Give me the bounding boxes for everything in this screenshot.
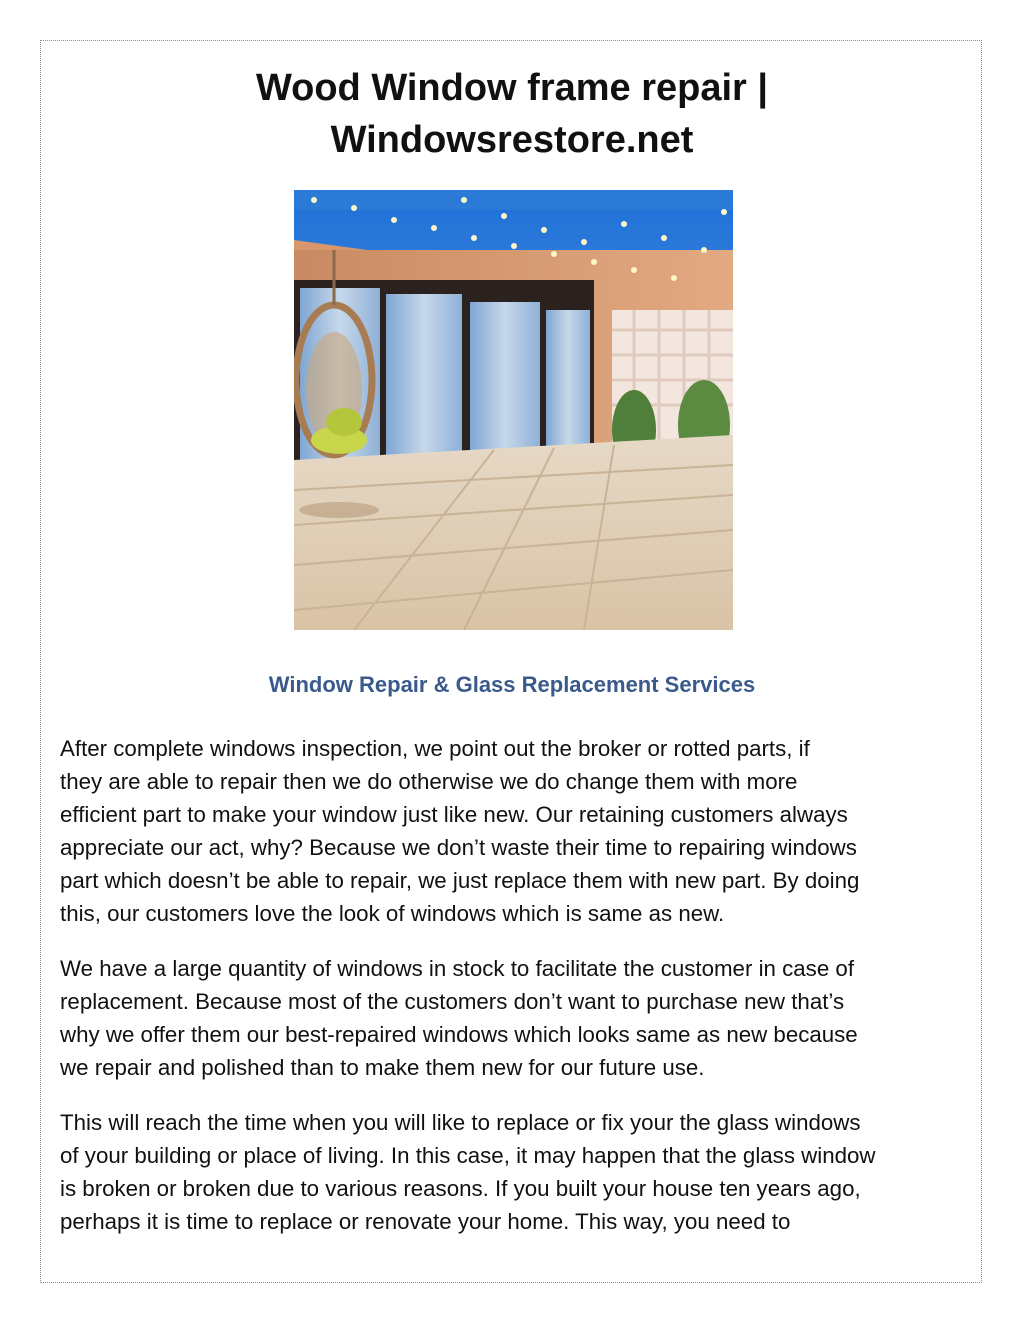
paragraph-line: why we offer them our best-repaired windows which looks same as new because (60, 1022, 858, 1047)
paragraph-line: appreciate our act, why? Because we don’t waste their time to repairing windows (60, 835, 857, 860)
section-subheading: Window Repair & Glass Replacement Services (268, 672, 756, 697)
paragraph-line: This will reach the time when you will like to replace or fix your the glass windows (60, 1110, 861, 1135)
paragraph-1 (60, 732, 972, 930)
paragraph-line: of your building or place of living. In this case, it may happen that the glass window (60, 1143, 876, 1168)
page-title (60, 62, 964, 166)
paragraph-line: part which doesn’t be able to repair, we just replace them with new part. By doing (60, 868, 860, 893)
paragraph-line: replacement. Because most of the customers don’t want to purchase new that’s (60, 989, 845, 1014)
paragraph-line: perhaps it is time to replace or renovate your home. This way, you need to (60, 1209, 791, 1234)
title-line-1: Wood Window frame repair | (255, 67, 769, 109)
paragraph-line: we repair and polished than to make them new for our future use. (60, 1055, 705, 1080)
paragraph-line: they are able to repair then we do otherwise we do change them with more (60, 769, 798, 794)
paragraph-line: this, our customers love the look of windows which is same as new. (60, 901, 725, 926)
paragraph-2 (60, 952, 972, 1084)
paragraph-line: We have a large quantity of windows in stock to facilitate the customer in case of (60, 956, 855, 981)
paragraph-3 (60, 1106, 972, 1238)
paragraph-line: is broken or broken due to various reasons. If you built your house ten years ago, (60, 1176, 861, 1201)
patio-window-photo (294, 190, 733, 630)
title-line-2: Windowsrestore.net (330, 119, 694, 161)
paragraph-line: efficient part to make your window just like new. Our retaining customers always (60, 802, 848, 827)
paragraph-line: After complete windows inspection, we point out the broker or rotted parts, if (60, 736, 810, 761)
